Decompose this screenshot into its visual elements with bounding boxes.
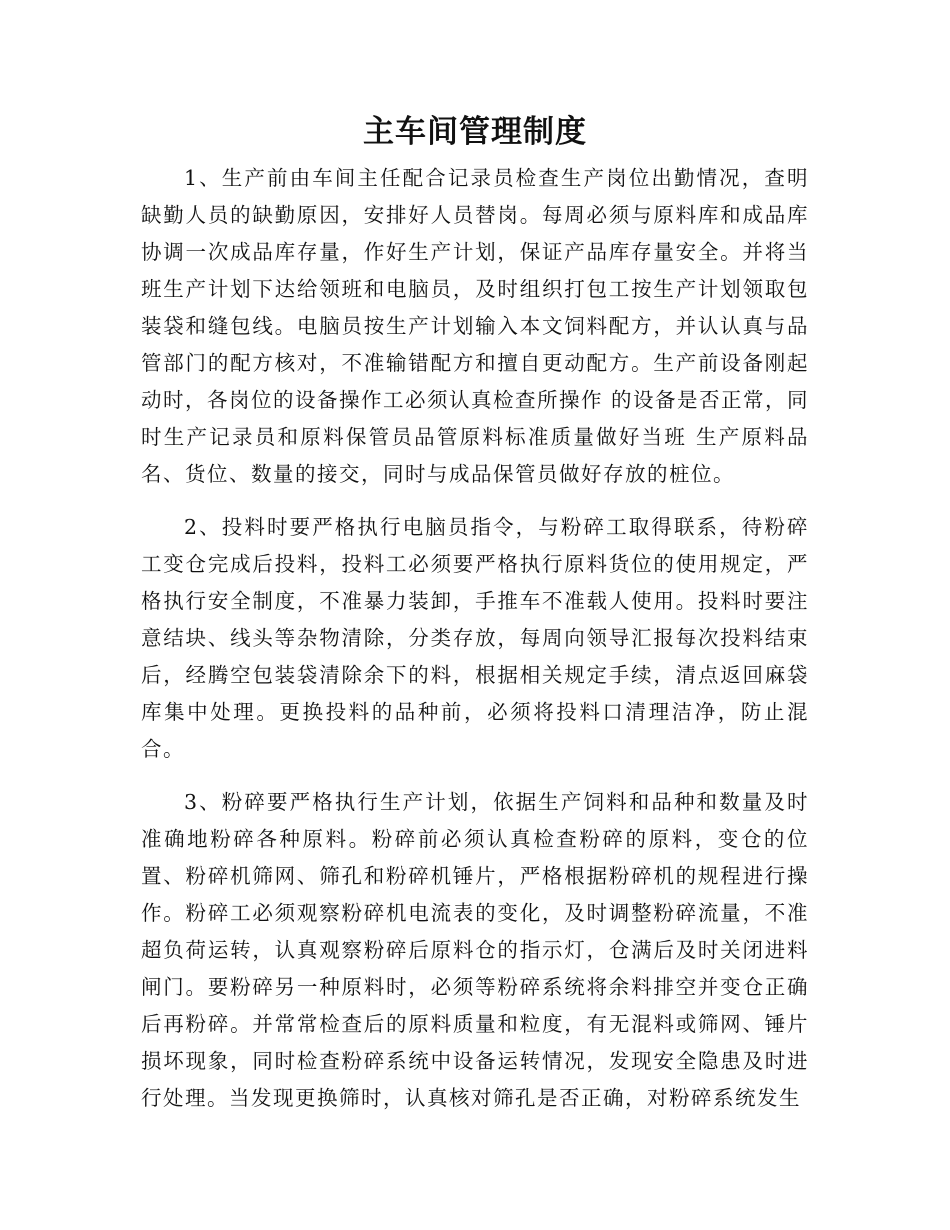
paragraph-3: 3、粉碎要严格执行生产计划，依据生产饲料和品种和数量及时准确地粉碎各种原料。粉碎前必须认真检查粉碎的原料，变仓的位置、粉碎机筛网、筛孔和粉碎机锤片，严格根据粉碎机的规程进行操作。粉碎工必须观察粉碎机电流表的变化，及时调整粉碎流量，不准超负荷运转，认真观察粉碎后原料仓的指示灯，仓满后及时关闭进料闸门。要粉碎另一种原料时，必须等粉碎系统将余料排空并变仓正确后再粉碎。并常常检查后的原料质量和粒度，有无混料或筛网、锤片损坏现象，同时检查粉碎系统中设备运转情况，发现安全隐患及时进行处理。当发现更换筛时，认真核对筛孔是否正确，对粉碎系统发生: [141, 790, 809, 1110]
paragraph-1: 1、生产前由车间主任配合记录员检查生产岗位出勤情况，查明缺勤人员的缺勤原因，安排好人员替岗。每周必须与原料库和成品库协调一次成品库存量，作好生产计划，保证产品库存量安全。并将当班生产计划下达给领班和电脑员，及时组织打包工按生产计划领取包装袋和缝包线。电脑员按生产计划输入本文饲料配方，并认认真与品管部门的配方核对，不准输错配方和擅自更动配方。生产前设备刚起动时，各岗位的设备操作工必须认真检查所操作 的设备是否正常，同时生产记录员和原料保管员品管原料标准质量做好当班 生产原料品名、货位、数量的接交，同时与成品保管员做好存放的桩位。: [141, 166, 810, 486]
document-title: 主车间管理制度: [363, 114, 587, 150]
paragraph-2: 2、投料时要严格执行电脑员指令，与粉碎工取得联系，待粉碎工变仓完成后投料，投料工必须要严格执行原料货位的使用规定，严格执行安全制度，不准暴力装卸，手推车不准载人使用。投料时要注意结块、线头等杂物清除，分类存放，每周向领导汇报每次投料结束后，经腾空包装袋清除余下的料，根据相关规定手续，清点返回麻袋库集中处理。更换投料的品种前，必须将投料口清理洁净，防止混合。: [141, 515, 809, 761]
